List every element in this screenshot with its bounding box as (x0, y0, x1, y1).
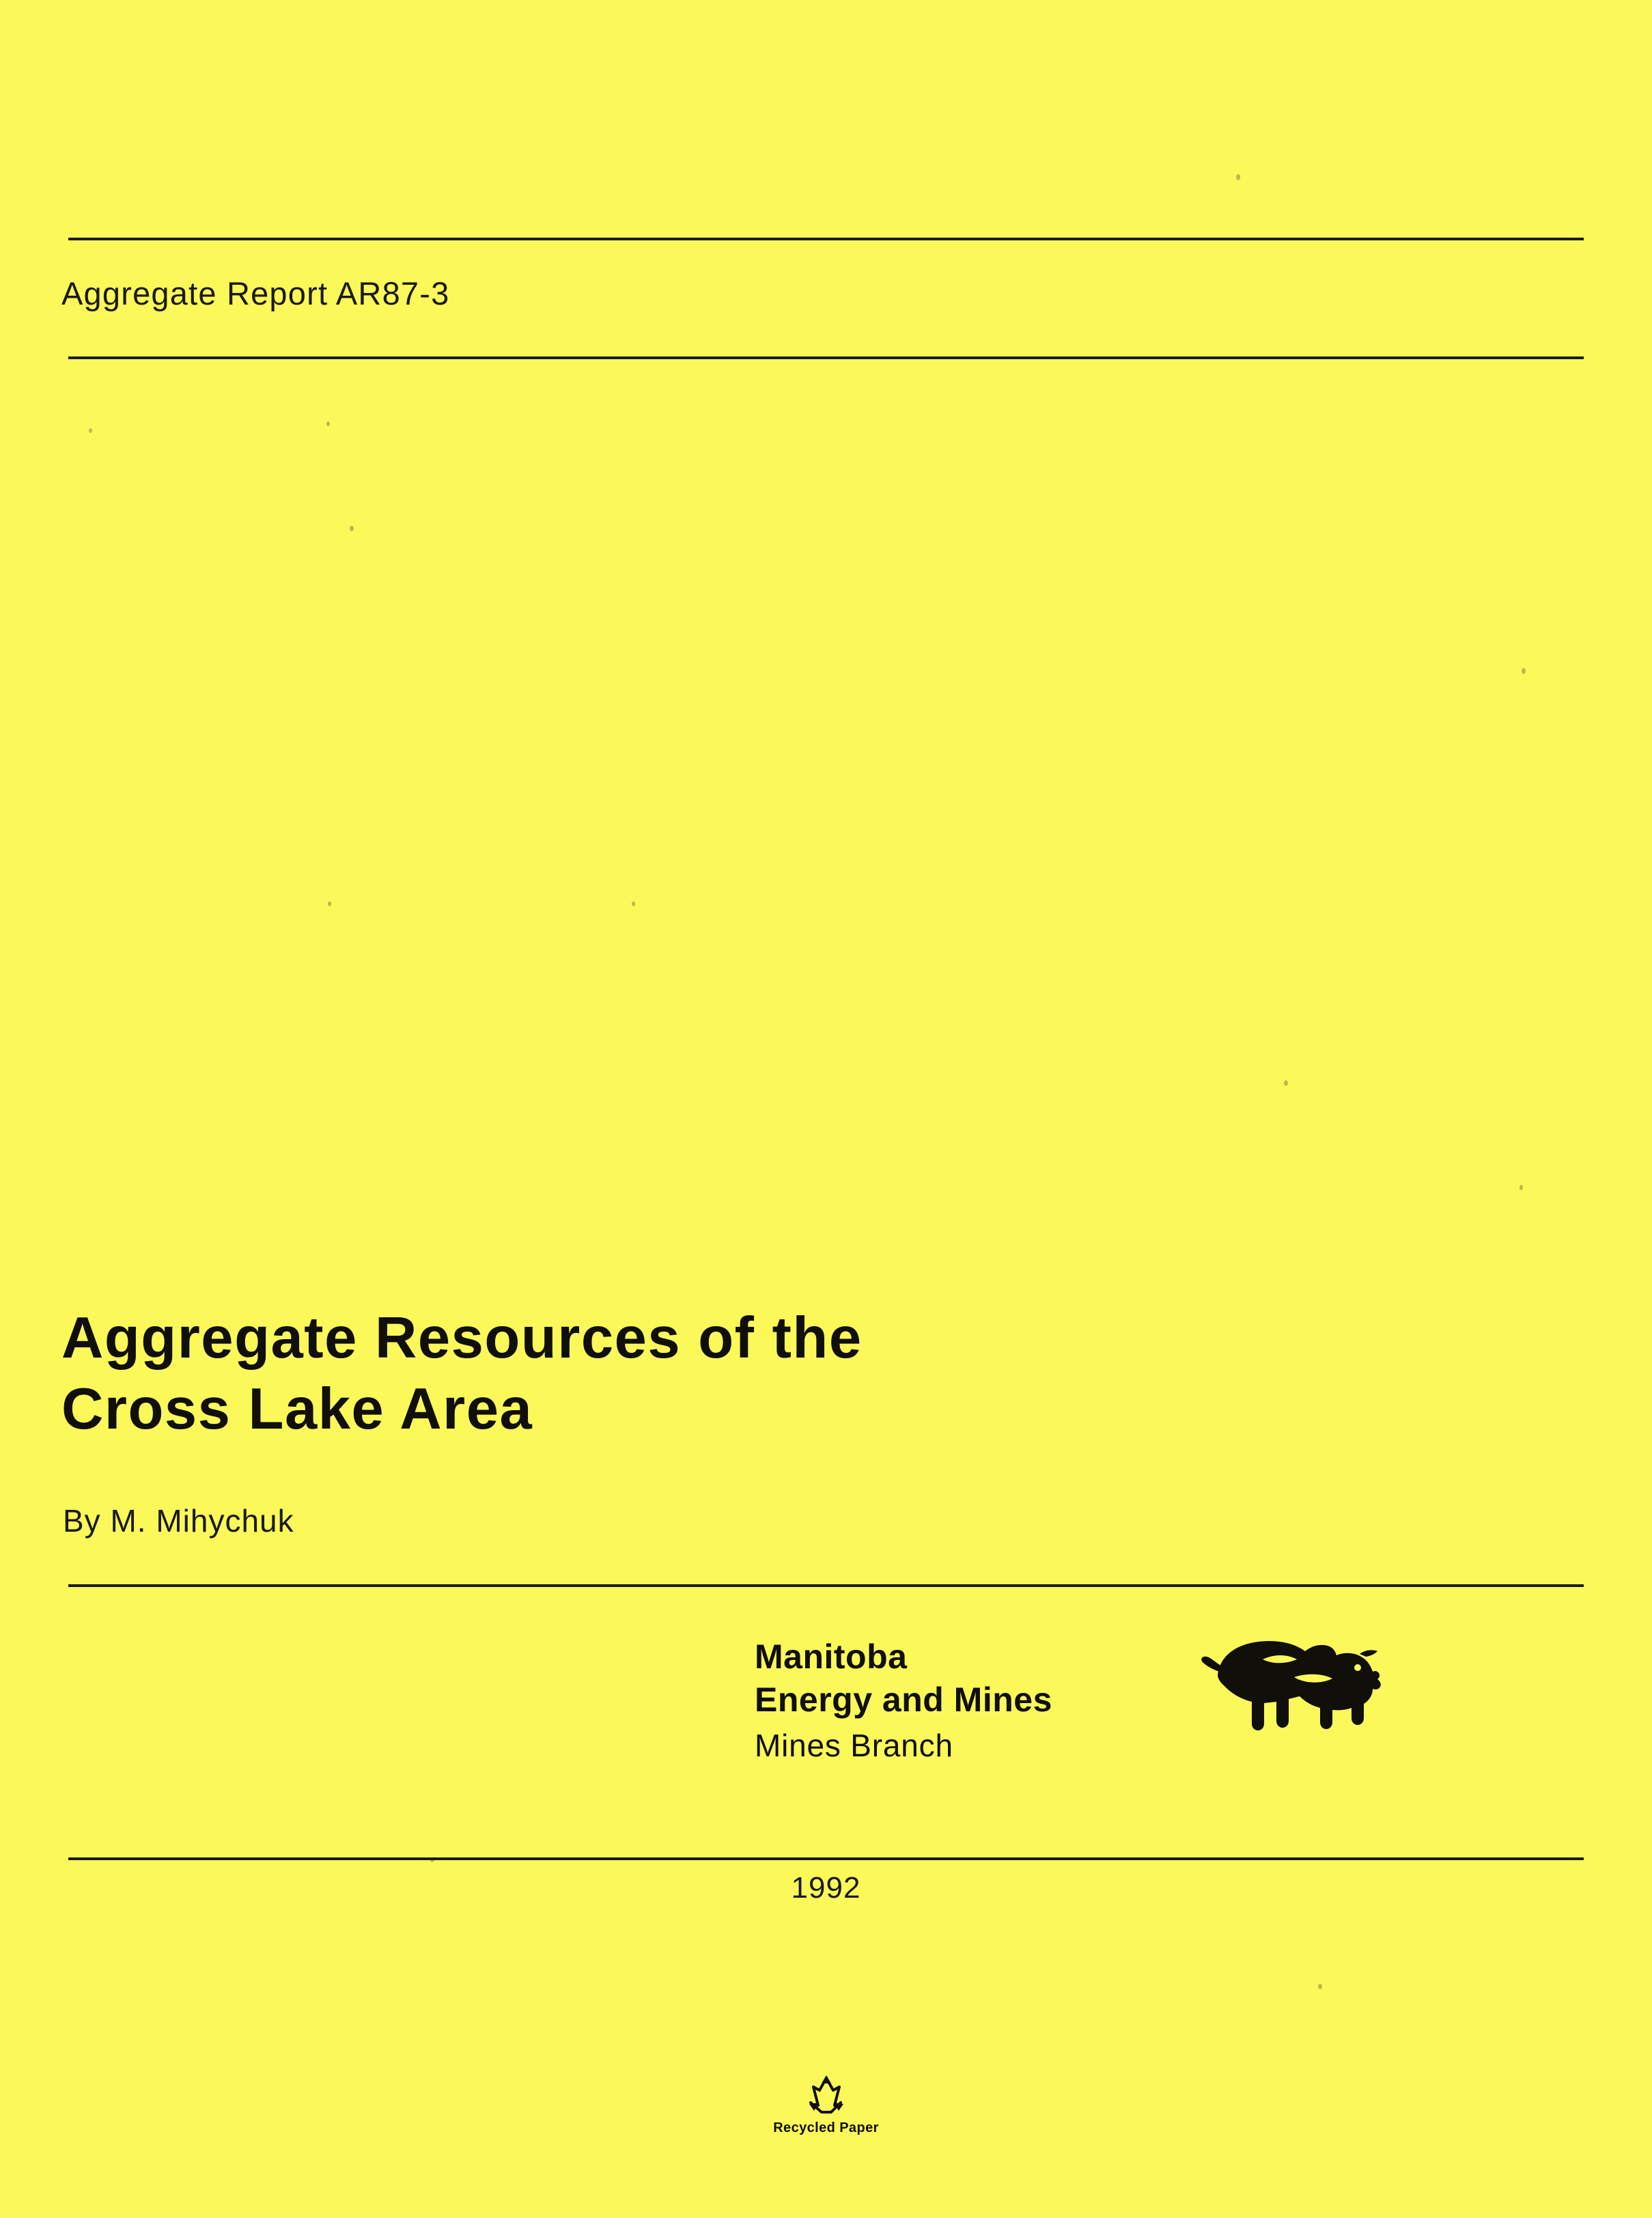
divider-middle (68, 1584, 1584, 1587)
scan-speck (1522, 668, 1526, 674)
publisher-branch: Mines Branch (755, 1728, 953, 1763)
recycle-icon (801, 2073, 852, 2118)
publisher-block (755, 1636, 1052, 1767)
divider-top-lower (68, 356, 1584, 359)
scan-speck (1236, 174, 1240, 180)
divider-top-upper (68, 238, 1584, 240)
report-number: Aggregate Report AR87-3 (61, 275, 450, 311)
scan-speck (350, 526, 354, 531)
publisher-org-line-2: Energy and Mines (755, 1681, 1052, 1719)
scan-speck (1520, 1185, 1523, 1190)
byline: By M. Mihychuk (63, 1503, 294, 1539)
page-title-line-1: Aggregate Resources of the (61, 1306, 863, 1371)
page-title (61, 1303, 1291, 1444)
scan-speck (326, 421, 330, 426)
scan-speck (89, 428, 92, 433)
bison-icon (1192, 1618, 1390, 1762)
publisher-org-line-1: Manitoba (755, 1638, 908, 1676)
recycled-paper-mark (0, 2073, 1652, 2136)
scan-speck (328, 901, 331, 906)
recycled-paper-caption: Recycled Paper (773, 2120, 879, 2135)
page-title-line-2: Cross Lake Area (61, 1376, 533, 1442)
divider-bottom (68, 1857, 1584, 1860)
scan-speck (632, 901, 635, 906)
scan-speck (1318, 1984, 1322, 1989)
scan-speck (1284, 1080, 1288, 1086)
publication-year: 1992 (791, 1871, 861, 1905)
